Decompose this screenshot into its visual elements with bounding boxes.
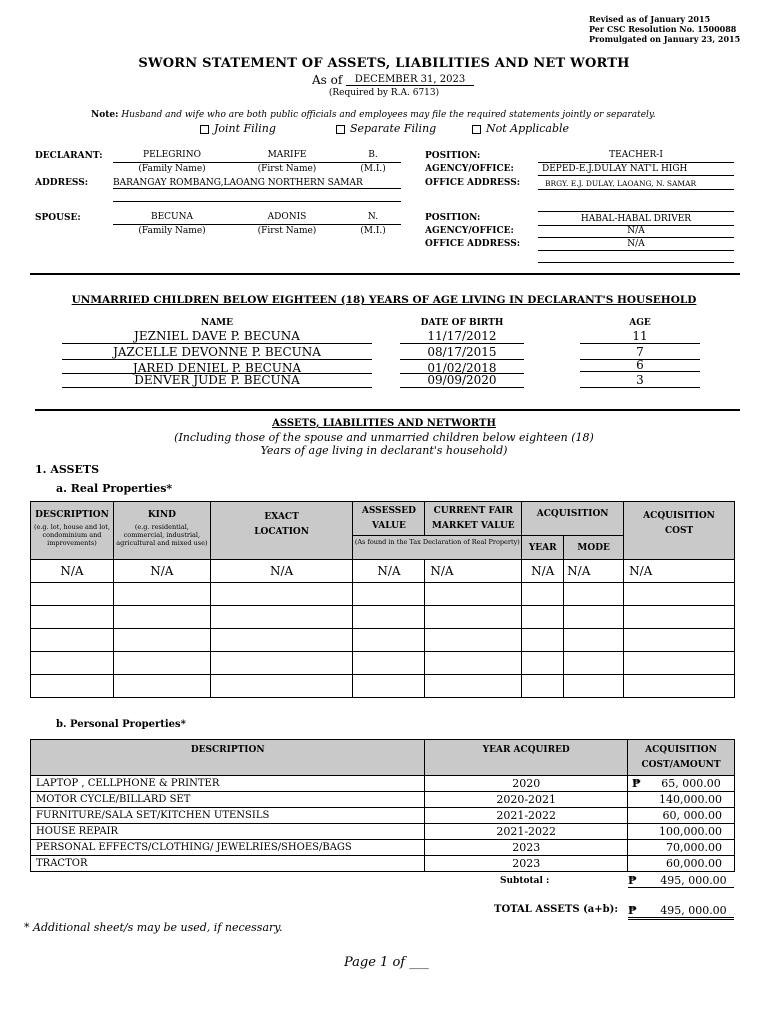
- pp-cell-amount: 60,000.00: [628, 856, 735, 872]
- pp-cell-year: 2023: [425, 840, 628, 856]
- declarant-first-caption: (First Name): [257, 164, 317, 174]
- rp-header-kind: KIND (e.g. residential, commercial, industrial, agricultural and mixed use): [113, 502, 210, 560]
- child-name: JAZCELLE DEVONNE P. BECUNA: [113, 345, 321, 359]
- rp-cell-mode: N/A: [564, 560, 624, 583]
- total-assets-value: ₱ 495, 000.00: [628, 904, 727, 917]
- spouse-mi: N.: [367, 212, 379, 222]
- declarant-family-caption: (Family Name): [138, 164, 206, 174]
- real-properties-heading: a. Real Properties*: [56, 482, 173, 495]
- peso-icon: ₱: [628, 874, 637, 887]
- table-row: [31, 840, 735, 856]
- children-section-title: UNMARRIED CHILDREN BELOW EIGHTEEN (18) YEARS OF AGE LIVING IN DECLARANT'S HOUSEHOLD: [71, 294, 697, 306]
- pp-cell-year: 2021-2022: [425, 824, 628, 840]
- checkbox-icon: [336, 125, 345, 134]
- revision-note: Revised as of January 2015 Per CSC Resolution No. 1500088 Promulgated on January 23, 2015: [589, 14, 741, 44]
- page-number: Page 1 of ___: [344, 955, 429, 970]
- children-col-name: NAME: [200, 318, 234, 328]
- child-name: JEZNIEL DAVE P. BECUNA: [134, 329, 300, 343]
- spouse-first-caption: (First Name): [257, 226, 317, 236]
- declarant-office-address: BRGY. E.J. DULAY, LAOANG, N. SAMAR: [545, 179, 697, 188]
- declarant-label: DECLARANT:: [35, 151, 103, 161]
- spouse-position-label: POSITION:: [425, 213, 481, 223]
- child-dob: 01/02/2018: [427, 361, 497, 375]
- declarant-agency: DEPED-E.J.DULAY NAT'L HIGH: [542, 164, 688, 174]
- assets-heading: 1. ASSETS: [35, 463, 100, 476]
- personal-properties-table: [30, 739, 735, 872]
- declarant-family-name: PELEGRINO: [143, 150, 201, 160]
- pp-cell-description: LAPTOP , CELLPHONE & PRINTER: [31, 776, 425, 792]
- declarant-mi: B.: [368, 150, 378, 160]
- rp-header-market: CURRENT FAIR MARKET VALUE: [425, 502, 522, 536]
- pp-cell-amount: 60, 000.00: [628, 808, 735, 824]
- declarant-position: TEACHER-I: [609, 150, 663, 160]
- table-row: [31, 560, 735, 583]
- spouse-first-name: ADONIS: [267, 212, 307, 222]
- total-assets-label: TOTAL ASSETS (a+b):: [494, 904, 619, 915]
- rp-cell-location: N/A: [210, 560, 353, 583]
- filing-option-joint[interactable]: Joint Filing: [200, 122, 276, 135]
- declarant-mi-caption: (M.I.): [360, 164, 386, 174]
- child-dob: 09/09/2020: [427, 373, 497, 387]
- spouse-label: SPOUSE:: [35, 213, 81, 223]
- spouse-family-caption: (Family Name): [138, 226, 206, 236]
- children-col-age: AGE: [629, 318, 651, 328]
- child-dob: 11/17/2012: [427, 329, 497, 343]
- office-address-label: OFFICE ADDRESS:: [425, 178, 521, 188]
- pp-header-year: YEAR ACQUIRED: [425, 740, 628, 776]
- subtotal-value: ₱ 495, 000.00: [628, 874, 727, 887]
- pp-cell-year: 2020: [425, 776, 628, 792]
- child-age: 6: [636, 358, 644, 372]
- child-dob: 08/17/2015: [427, 345, 497, 359]
- rp-header-mode: MODE: [564, 536, 624, 560]
- child-age: 3: [636, 373, 644, 387]
- pp-header-cost: ACQUISITION COST/AMOUNT: [628, 740, 735, 776]
- rp-cell-description: N/A: [31, 560, 114, 583]
- child-name: DENVER JUDE P. BECUNA: [134, 373, 300, 387]
- pp-cell-description: PERSONAL EFFECTS/CLOTHING/ JEWELRIES/SHOES/BAGS: [31, 840, 425, 856]
- peso-icon: ₱: [632, 777, 641, 790]
- pp-header-description: DESCRIPTION: [31, 740, 425, 776]
- table-row: [31, 606, 735, 629]
- pp-cell-amount: ₱ 65, 000.00: [628, 776, 735, 792]
- pp-cell-year: 2021-2022: [425, 808, 628, 824]
- rp-header-year: YEAR: [522, 536, 564, 560]
- pp-cell-amount: 100,000.00: [628, 824, 735, 840]
- child-age: 7: [636, 345, 644, 359]
- spouse-mi-caption: (M.I.): [360, 226, 386, 236]
- pp-cell-description: HOUSE REPAIR: [31, 824, 425, 840]
- table-row: [31, 675, 735, 698]
- child-age: 11: [632, 329, 648, 343]
- rp-header-location: EXACT LOCATION: [210, 502, 353, 560]
- table-row: [31, 583, 735, 606]
- rp-header-description: DESCRIPTION (e.g. lot, house and lot, condominium and improvements): [31, 502, 114, 560]
- assets-subtitle-2: Years of age living in declarant's household): [260, 444, 508, 457]
- children-col-dob: DATE OF BIRTH: [420, 318, 504, 328]
- filing-option-separate[interactable]: Separate Filing: [336, 122, 436, 135]
- pp-cell-year: 2023: [425, 856, 628, 872]
- assets-section-title: ASSETS, LIABILITIES AND NETWORTH: [272, 418, 496, 429]
- filing-note: Note: Husband and wife who are both public officials and employees may file the required statements jointly or separately.: [91, 110, 656, 120]
- rp-cell-kind: N/A: [113, 560, 210, 583]
- real-properties-table: [30, 501, 735, 698]
- assets-subtitle-1: (Including those of the spouse and unmarried children below eighteen (18): [174, 431, 594, 444]
- table-row: [31, 856, 735, 872]
- personal-properties-heading: b. Personal Properties*: [56, 719, 186, 730]
- pp-cell-description: TRACTOR: [31, 856, 425, 872]
- peso-icon: ₱: [628, 904, 637, 917]
- spouse-agency: N/A: [627, 226, 645, 236]
- table-row: [31, 776, 735, 792]
- spouse-position: HABAL-HABAL DRIVER: [580, 214, 692, 224]
- table-row: [31, 792, 735, 808]
- as-of-label: As of: [312, 73, 343, 87]
- spouse-family-name: BECUNA: [150, 212, 194, 222]
- additional-sheets-note: * Additional sheet/s may be used, if necessary.: [24, 921, 283, 934]
- declarant-first-name: MARIFE: [267, 150, 307, 160]
- declarant-address: BARANGAY ROMBANG,LAOANG NORTHERN SAMAR: [113, 178, 363, 188]
- address-label: ADDRESS:: [35, 178, 89, 188]
- rp-cell-cost: N/A: [624, 560, 735, 583]
- table-row: [31, 652, 735, 675]
- as-of-date: DECEMBER 31, 2023: [346, 74, 474, 86]
- table-row: [31, 808, 735, 824]
- pp-cell-amount: 140,000.00: [628, 792, 735, 808]
- spouse-agency-label: AGENCY/OFFICE:: [425, 226, 514, 236]
- rp-cell-assessed: N/A: [353, 560, 425, 583]
- rp-cell-year: N/A: [522, 560, 564, 583]
- child-name: JARED DENIEL P. BECUNA: [132, 361, 302, 375]
- pp-cell-year: 2020-2021: [425, 792, 628, 808]
- rp-header-assessed: ASSESSED VALUE: [353, 502, 425, 536]
- checkbox-icon: [472, 125, 481, 134]
- spouse-office-address: N/A: [627, 239, 645, 249]
- table-row: [31, 824, 735, 840]
- spouse-office-address-label: OFFICE ADDRESS:: [425, 239, 521, 249]
- rp-header-cost: ACQUISITION COST: [624, 502, 735, 560]
- rp-header-acquisition: ACQUISITION: [522, 502, 624, 536]
- rp-cell-market: N/A: [425, 560, 522, 583]
- page-title: SWORN STATEMENT OF ASSETS, LIABILITIES AND NET WORTH: [138, 56, 630, 71]
- rp-header-tax-note: (As found in the Tax Declaration of Real Property): [353, 536, 522, 560]
- pp-cell-description: MOTOR CYCLE/BILLARD SET: [31, 792, 425, 808]
- agency-label: AGENCY/OFFICE:: [425, 164, 514, 174]
- checkbox-icon: [200, 125, 209, 134]
- position-label: POSITION:: [425, 151, 481, 161]
- table-row: [31, 629, 735, 652]
- pp-cell-amount: 70,000.00: [628, 840, 735, 856]
- subtotal-label: Subtotal :: [500, 876, 550, 886]
- required-by: (Required by R.A. 6713): [328, 88, 440, 98]
- filing-option-not-applicable[interactable]: Not Applicable: [472, 122, 569, 135]
- pp-cell-description: FURNITURE/SALA SET/KITCHEN UTENSILS: [31, 808, 425, 824]
